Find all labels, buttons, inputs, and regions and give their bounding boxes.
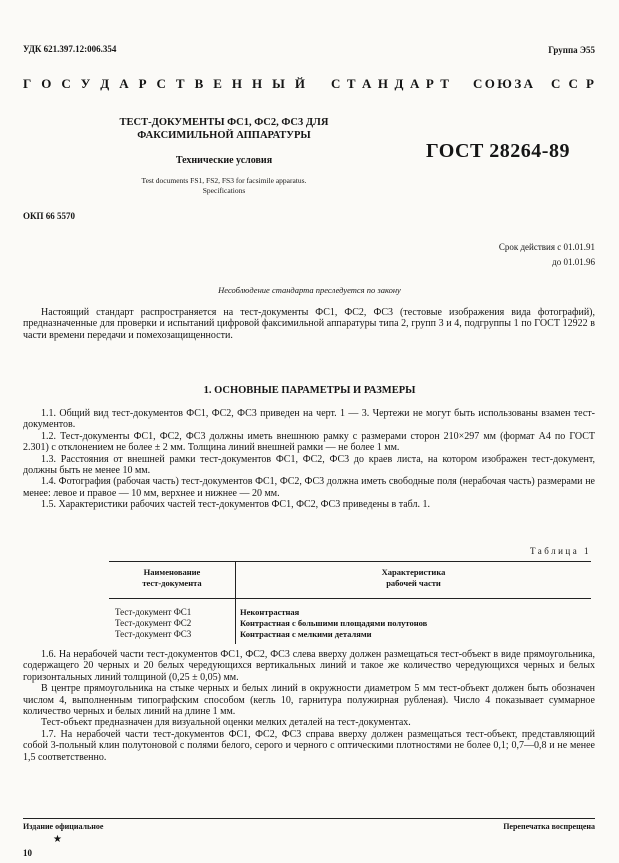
- validity-start: Срок действия с 01.01.91: [498, 242, 595, 252]
- table-header-characteristic: [236, 567, 591, 589]
- official-edition: Издание официальное: [23, 822, 104, 831]
- banner-letter: Д: [100, 76, 110, 91]
- banner-letter: У: [80, 76, 91, 91]
- table-header-name: [109, 567, 235, 589]
- banner-letter: С: [331, 76, 341, 91]
- table-header-rule: [109, 598, 591, 599]
- table-header-name-line-2: тест-документа: [142, 578, 202, 588]
- footer-rule: [23, 818, 595, 819]
- table-header-char-line-2: рабочей части: [386, 578, 441, 588]
- legal-notice: Несоблюдение стандарта преследуется по закону: [218, 285, 401, 295]
- banner-letter: Т: [346, 76, 356, 91]
- gost-number: ГОСТ 28264-89: [426, 140, 570, 162]
- intro-paragraph: Настоящий стандарт распространяется на тест-документы ФС1, ФС2, ФС3 (тестовые изображения вида фотографий), предназначенные для проверки и испытаний цифровой факсимильной аппаратуры типа 2, групп 3 и 4, подгруппы 1 по ГОСТ 12922 в части времени передачи и помехозащищенности.: [23, 307, 595, 341]
- paragraph-1-5: 1.5. Характеристики рабочих частей тест-документов ФС1, ФС2, ФС3 приведены в табл. 1.: [41, 499, 430, 511]
- banner-letter: Й: [294, 76, 305, 91]
- banner-letter: Ы: [272, 76, 285, 91]
- banner-letter: С: [568, 76, 578, 91]
- table-row-name: Тест-документ ФС2: [115, 618, 192, 628]
- english-title-line-1: Test documents FS1, FS2, FS3 for facsimile apparatus.: [141, 176, 307, 185]
- table-row-name: Тест-документ ФС3: [115, 629, 192, 639]
- udk-code: УДК 621.397.12:006.354: [23, 44, 117, 54]
- banner-letter: Т: [440, 76, 449, 91]
- paragraph-1-2: 1.2. Тест-документы ФС1, ФС2, ФС3 должны иметь внешнюю рамку с размерами сторон 210×297 мм (формат А4 по ГОСТ 2.301) с отклонением не более ± 2 мм. Толщина линий внешней рамки — не более 1 мм.: [23, 430, 595, 454]
- banner-letter: Т: [175, 76, 185, 91]
- title-line-1: ТЕСТ-ДОКУМЕНТЫ ФС1, ФС2, ФС3 ДЛЯ: [119, 117, 329, 128]
- banner-letter: А: [362, 76, 372, 91]
- banner-letter: А: [523, 76, 533, 91]
- english-title: [118, 176, 330, 196]
- banner-letter: Н: [377, 76, 389, 91]
- okp-code: ОКП 66 5570: [23, 211, 76, 221]
- banner-letter: Д: [394, 76, 404, 91]
- section-1-paragraphs: [23, 408, 595, 511]
- table-caption: Таблица 1: [530, 546, 591, 556]
- banner-letter: А: [119, 76, 129, 91]
- section-heading: 1. ОСНОВНЫЕ ПАРАМЕТРЫ И РАЗМЕРЫ: [203, 385, 416, 396]
- reprint-prohibited: Перепечатка воспрещена: [503, 822, 595, 831]
- banner-letter: С: [473, 76, 483, 91]
- banner-letter: Р: [425, 76, 434, 91]
- banner-letter: Ю: [497, 76, 512, 91]
- paragraph-1-6-purpose: Тест-объект предназначен для визуальной оценки мелких деталей на тест-документах.: [41, 717, 411, 729]
- banner-letter: С: [156, 76, 166, 91]
- banner-letter: Р: [138, 76, 147, 91]
- paragraph-1-1: 1.1. Общий вид тест-документов ФС1, ФС2, ФС3 приведен на черт. 1 — 3. Чертежи не могут быть использованы взамен тест-документов.: [23, 408, 595, 431]
- banner-letter: З: [514, 76, 522, 91]
- banner-letter: В: [194, 76, 204, 91]
- group-code: Группа Э55: [548, 45, 595, 55]
- page-number: 10: [23, 848, 32, 858]
- english-title-line-2: Specifications: [202, 186, 246, 195]
- validity-period: [499, 240, 595, 270]
- paragraph-1-3: 1.3. Расстояния от внешней рамки тест-документов ФС1, ФС2, ФС3 до краев листа, на котором изображен тест-документ, должны быть не менее 10 мм.: [23, 453, 595, 477]
- banner-letter: А: [409, 76, 420, 91]
- banner-letter: Е: [213, 76, 222, 91]
- paragraph-1-6: 1.6. На нерабочей части тест-документов ФС1, ФС2, ФС3 слева вверху должен размещаться тест-объект в виде прямоугольника, содержащего 20 черных и 20 белых чередующихся вертикальных линий и такое же количество чередующихся черных и белых горизонтальных линий толщиной (0,25 ± 0,05) мм.: [23, 649, 595, 683]
- paragraph-1-7: 1.7. На нерабочей части тест-документов ФС1, ФС2, ФС3 справа вверху должен размещаться тест-объект, представляющий собой 3-польный клин полутоновой с полями белого, серого и черного с оптическими плотностями не более 0,1; 0,7—0,8 и не менее 1,5 соответственно.: [23, 728, 595, 763]
- banner-letter: О: [484, 76, 495, 91]
- banner-word-4: [551, 76, 594, 92]
- banner-letter: Г: [23, 76, 32, 91]
- table-desc-column: [240, 607, 427, 640]
- banner-word-1: [23, 76, 305, 92]
- star-icon: ★: [53, 834, 62, 845]
- standard-title-block: [118, 116, 330, 196]
- banner-letter: О: [41, 76, 52, 91]
- banner-letter: Н: [231, 76, 242, 91]
- table-row-name: Тест-документ ФС1: [115, 607, 192, 617]
- table-row-desc: Контрастная с мелкими деталями: [240, 629, 372, 639]
- table-row-desc: Неконтрастная: [240, 607, 300, 617]
- table-name-column: [115, 607, 191, 640]
- title-subtitle: Технические условия: [175, 155, 273, 166]
- table-header-name-line-1: Наименование: [143, 567, 201, 577]
- validity-end: до 01.01.96: [552, 257, 595, 267]
- paragraph-1-6-detail: В центре прямоугольника на стыке черных и белых линий в окружности диаметром 5 мм тест-объект должен быть обозначен числом 4, выполненным типографским способом (кегль 10, гарнитура полужирная рубленая). Число 4 показывает суммарное количество черных и белых линий на длине 1 мм.: [23, 683, 595, 718]
- section-1-paragraphs-continued: [23, 649, 595, 763]
- paragraph-1-4: 1.4. Фотография (рабочая часть) тест-документов ФС1, ФС2, ФС3 должна иметь свободные поля (нерабочая часть) размерами не менее: левое и правое — 10 мм, верхнее и нижнее — 20 мм.: [23, 476, 595, 499]
- banner-letter: С: [551, 76, 561, 91]
- banner-letter: С: [61, 76, 71, 91]
- banner-letter: Р: [586, 76, 594, 91]
- banner-word-3: [473, 76, 533, 92]
- banner-word-2: [331, 76, 449, 92]
- banner-letter: Н: [251, 76, 263, 91]
- table-header-char-line-1: Характеристика: [381, 567, 446, 577]
- table-top-rule: [109, 561, 591, 562]
- title-line-2: ФАКСИМИЛЬНОЙ АППАРАТУРЫ: [137, 130, 311, 141]
- table-row-desc: Контрастная с большими площадями полутонов: [240, 618, 428, 628]
